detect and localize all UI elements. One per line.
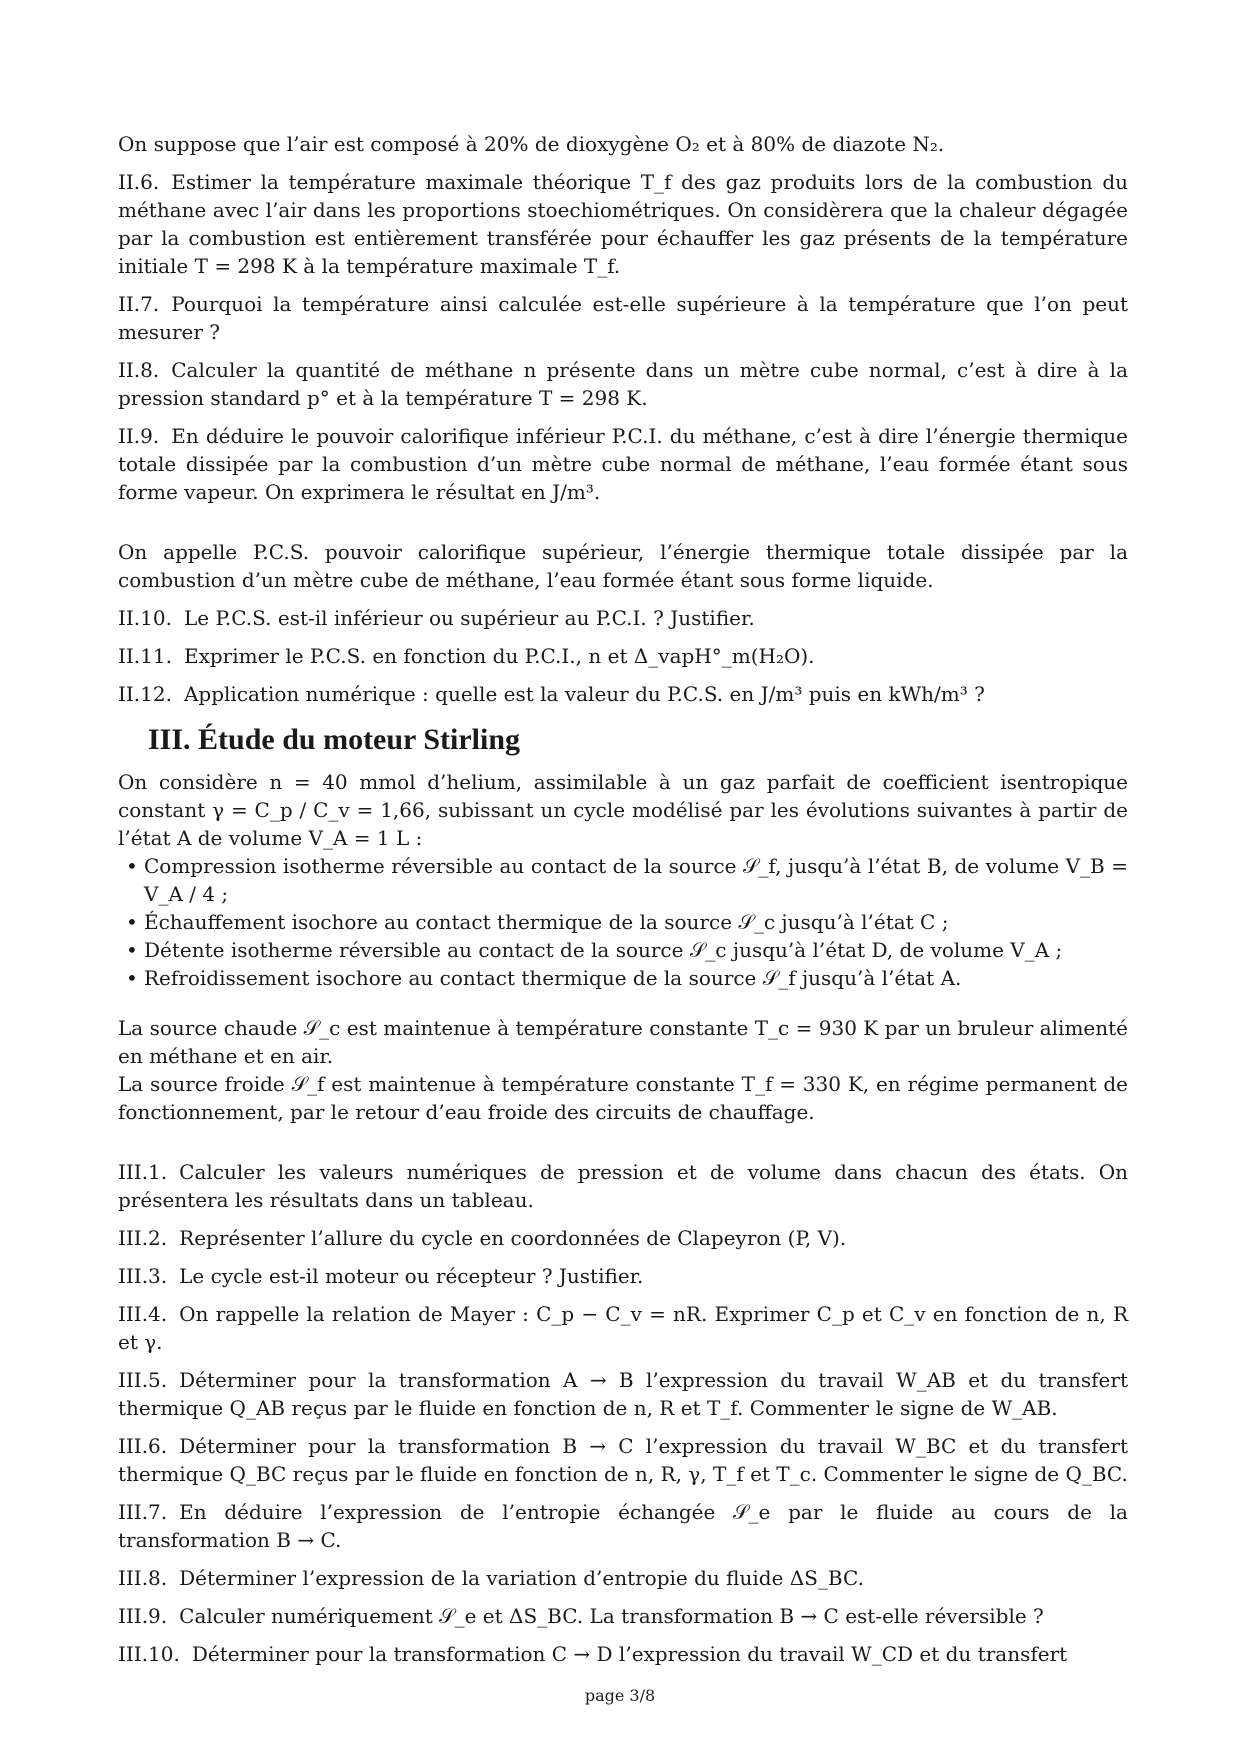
spacer — [118, 516, 1128, 538]
question-III-4 — [118, 1300, 1128, 1356]
cycle-step-list — [118, 852, 1128, 992]
question-III-3 — [118, 1262, 1128, 1290]
question-number: III.10. — [118, 1642, 180, 1666]
question-text: Déterminer pour la transformation B → C l’expression du travail W_BC et du transfert thermique Q_BC reçus par le fluide en fonction de n, R, γ, T_f et T_c. Commenter le signe de Q_BC. — [118, 1434, 1128, 1486]
question-text: Représenter l’allure du cycle en coordonnées de Clapeyron (P, V). — [179, 1226, 847, 1250]
question-text: Déterminer pour la transformation A → B l’expression du travail W_AB et du transfert thermique Q_AB reçus par le fluide en fonction de n, R et T_f. Commenter le signe de W_AB. — [118, 1368, 1128, 1420]
page-number: page 3/8 — [584, 1686, 656, 1705]
question-text: Pourquoi la température ainsi calculée est-elle supérieure à la température que l’on peut mesurer ? — [118, 292, 1128, 344]
question-text: Exprimer le P.C.S. en fonction du P.C.I., n et Δ_vapH°_m(H₂O). — [183, 644, 815, 668]
cycle-step: • Refroidissement isochore au contact thermique de la source 𝒮_f jusqu’à l’état A. — [144, 964, 1128, 992]
question-number: III.8. — [118, 1566, 168, 1590]
question-number: III.3. — [118, 1264, 168, 1288]
question-text: Calculer numériquement 𝒮_e et ΔS_BC. La transformation B → C est-elle réversible ? — [179, 1604, 1044, 1628]
question-III-7 — [118, 1498, 1128, 1554]
page-content — [118, 130, 1128, 1678]
cycle-step: • Échauffement isochore au contact thermique de la source 𝒮_c jusqu’à l’état C ; — [144, 908, 1128, 936]
question-II-9 — [118, 422, 1128, 506]
question-number: III.7. — [118, 1500, 168, 1524]
question-number: II.11. — [118, 644, 172, 668]
question-number: III.2. — [118, 1226, 168, 1250]
cycle-step: • Détente isotherme réversible au contact de la source 𝒮_c jusqu’à l’état D, de volume V_A ; — [144, 936, 1128, 964]
question-number: III.4. — [118, 1302, 168, 1326]
question-number: II.7. — [118, 292, 160, 316]
question-number: III.6. — [118, 1434, 168, 1458]
spacer — [118, 992, 1128, 1014]
question-number: III.9. — [118, 1604, 168, 1628]
question-number: II.6. — [118, 170, 160, 194]
section-title: III. Étude du moteur Stirling — [148, 723, 521, 756]
question-text: On rappelle la relation de Mayer : C_p − C_v = nR. Exprimer C_p et C_v en fonction de n, R et γ. — [118, 1302, 1128, 1354]
question-number: III.1. — [118, 1160, 168, 1184]
question-number: II.12. — [118, 682, 172, 706]
question-II-7 — [118, 290, 1128, 346]
question-text: Déterminer pour la transformation C → D l’expression du travail W_CD et du transfert — [191, 1642, 1068, 1666]
air-composition-intro: On suppose que l’air est composé à 20% de dioxygène O₂ et à 80% de diazote N₂. — [118, 132, 945, 156]
section-intro: On considère n = 40 mmol d’helium, assimilable à un gaz parfait de coefficient isentropique constant γ = C_p / C_v = 1,66, subissant un cycle modélisé par les évolutions suivantes à partir de l’état A de volume V_A = 1 L : — [118, 770, 1128, 850]
question-III-6 — [118, 1432, 1128, 1488]
question-text: En déduire le pouvoir calorifique inférieur P.C.I. du méthane, c’est à dire l’énergie thermique totale dissipée par la combustion d’un mètre cube normal de méthane, l’eau formée étant sous forme vapeur. On exprimera le résultat en J/m³. — [118, 424, 1128, 504]
question-number: III.5. — [118, 1368, 168, 1392]
pcs-definition: On appelle P.C.S. pouvoir calorifique supérieur, l’énergie thermique totale dissipée par la combustion d’un mètre cube de méthane, l’eau formée étant sous forme liquide. — [118, 540, 1128, 592]
question-number: II.9. — [118, 424, 160, 448]
cold-source-paragraph: La source froide 𝒮_f est maintenue à température constante T_f = 330 K, en régime permanent de fonctionnement, par le retour d’eau froide des circuits de chauffage. — [118, 1072, 1128, 1124]
question-II-12 — [118, 680, 1128, 708]
question-III-8 — [118, 1564, 1128, 1592]
question-II-11 — [118, 642, 1128, 670]
question-text: Calculer la quantité de méthane n présente dans un mètre cube normal, c’est à dire à la pression standard p° et à la température T = 298 K. — [118, 358, 1128, 410]
question-text: Estimer la température maximale théorique T_f des gaz produits lors de la combustion du méthane avec l’air dans les proportions stoechiométriques. On considèrera que la chaleur dégagée par la combustion est entièrement transférée pour échauffer les gaz présents de la température initiale T = 298 K à la température maximale T_f. — [118, 170, 1128, 278]
question-II-10 — [118, 604, 1128, 632]
question-III-10 — [118, 1640, 1128, 1668]
hot-source-paragraph: La source chaude 𝒮_c est maintenue à température constante T_c = 930 K par un bruleur alimenté en méthane et en air. — [118, 1016, 1128, 1068]
question-II-6 — [118, 168, 1128, 280]
spacer — [118, 1136, 1128, 1158]
question-number: II.10. — [118, 606, 172, 630]
question-III-5 — [118, 1366, 1128, 1422]
question-number: II.8. — [118, 358, 160, 382]
question-III-1 — [118, 1158, 1128, 1214]
question-text: Le P.C.S. est-il inférieur ou supérieur au P.C.I. ? Justifier. — [183, 606, 755, 630]
cycle-step: • Compression isotherme réversible au contact de la source 𝒮_f, jusqu’à l’état B, de volume V_B = V_A / 4 ; — [144, 852, 1128, 908]
question-text: Application numérique : quelle est la valeur du P.C.S. en J/m³ puis en kWh/m³ ? — [183, 682, 985, 706]
question-text: Le cycle est-il moteur ou récepteur ? Justifier. — [179, 1264, 644, 1288]
question-III-2 — [118, 1224, 1128, 1252]
question-text: En déduire l’expression de l’entropie échangée 𝒮_e par le fluide au cours de la transformation B → C. — [118, 1500, 1128, 1552]
question-text: Calculer les valeurs numériques de pression et de volume dans chacun des états. On présentera les résultats dans un tableau. — [118, 1160, 1128, 1212]
question-III-9 — [118, 1602, 1128, 1630]
question-text: Déterminer l’expression de la variation d’entropie du fluide ΔS_BC. — [179, 1566, 864, 1590]
question-II-8 — [118, 356, 1128, 412]
